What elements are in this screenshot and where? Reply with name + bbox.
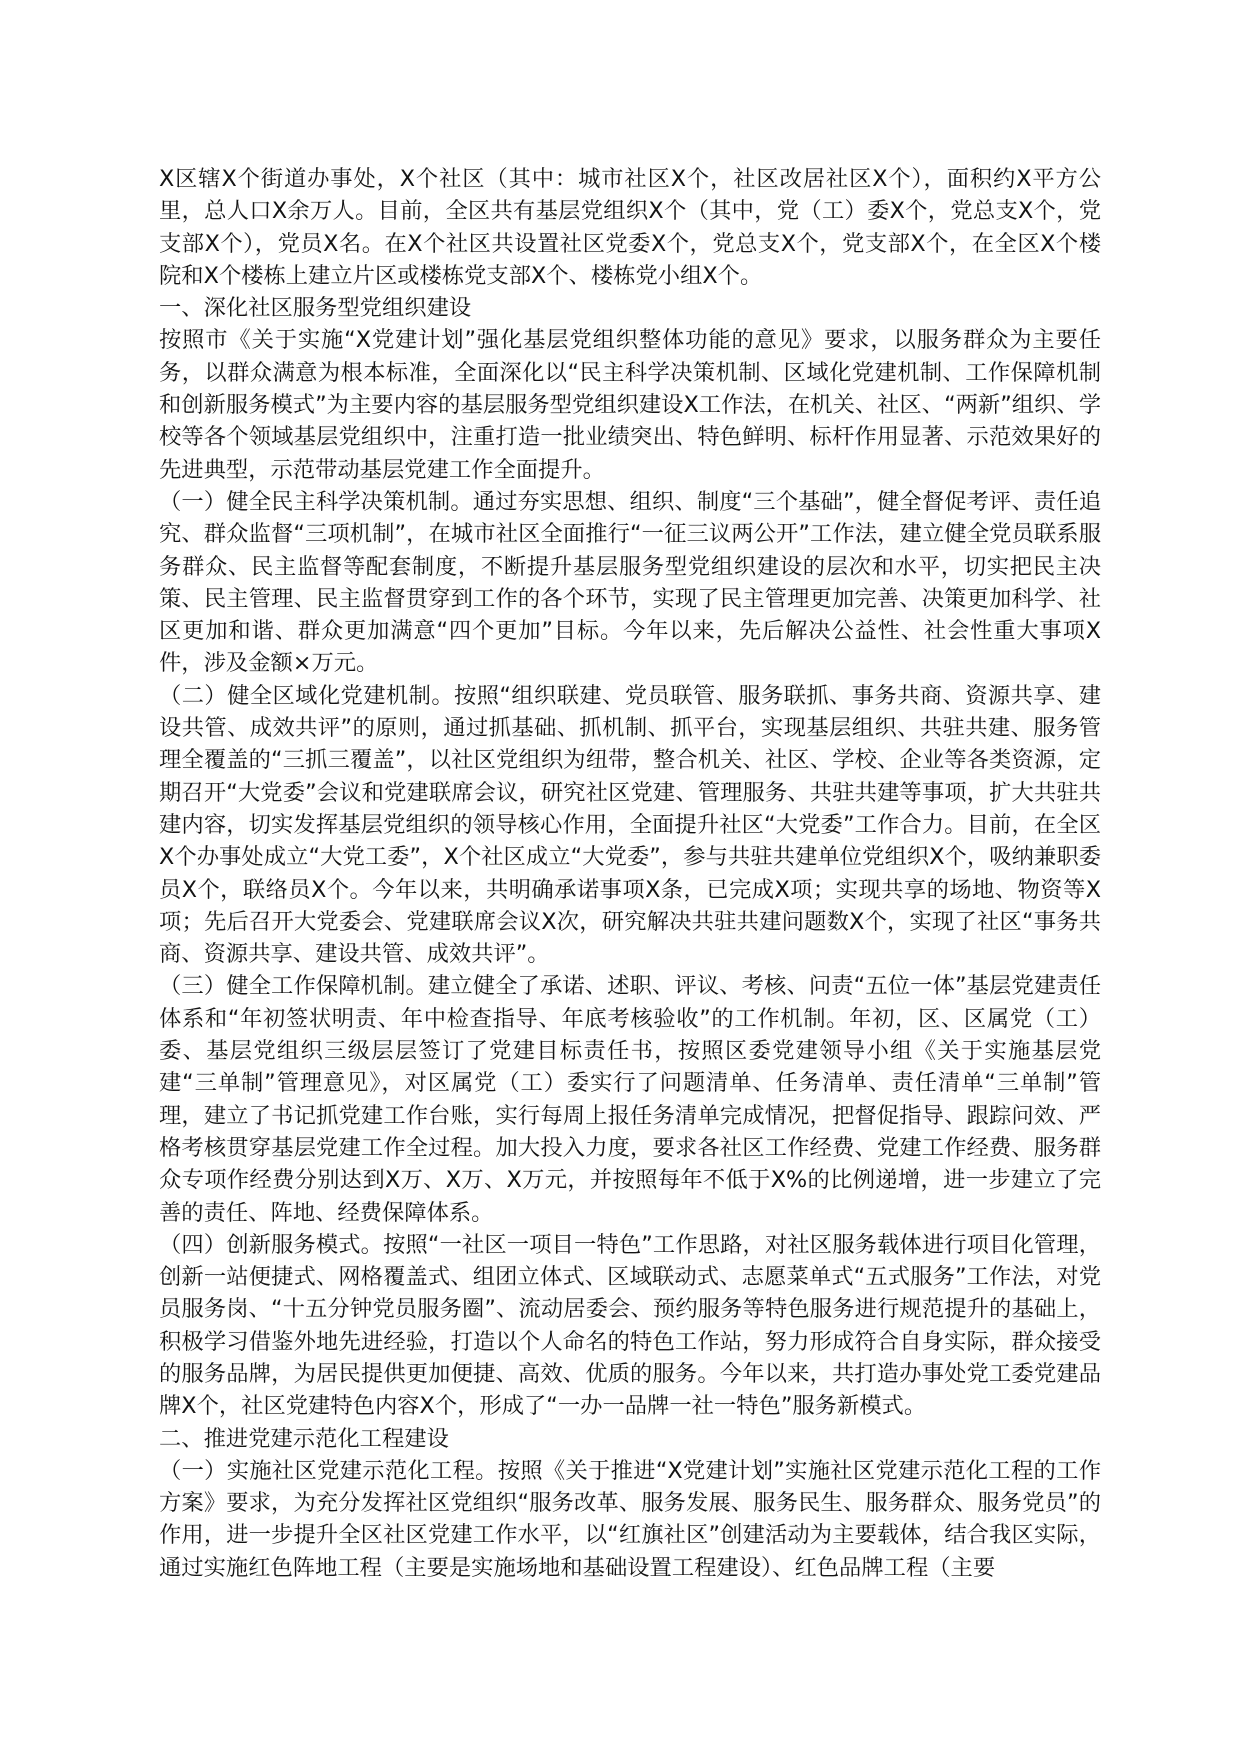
document-body — [159, 163, 1101, 1584]
paragraph-regional-mechanism: （二）健全区域化党建机制。按照“组织联建、党员联管、服务联抓、事务共商、资源共享、建设共管、成效共评”的原则，通过抓基础、抓机制、抓平台，实现基层组织、共驻共建、服务管理全覆盖的“三抓三覆盖”，以社区党组织为纽带，整合机关、社区、学校、企业等各类资源，定期召开“大党委”会议和党建联席会议，研究社区党建、管理服务、共驻共建等事项，扩大共驻共建内容，切实发挥基层党组织的领导核心作用，全面提升社区“大党委”工作合力。目前，在全区X个办事处成立“大党工委”，X个社区成立“大党委”，参与共驻共建单位党组织X个，吸纳兼职委员X个，联络员X个。今年以来，共明确承诺事项X条，已完成X项；实现共享的场地、物资等X项；先后召开大党委会、党建联席会议X次，研究解决共驻共建问题数X个，实现了社区“事务共商、资源共享、建设共管、成效共评”。 — [159, 682, 1101, 968]
paragraph-guarantee-mechanism: （三）健全工作保障机制。建立健全了承诺、述职、评议、考核、问责“五位一体”基层党建责任体系和“年初签状明责、年中检查指导、年底考核验收”的工作机制。年初，区、区属党（工）委、基层党组织三级层层签订了党建目标责任书，按照区委党建领导小组《关于实施基层党建“三单制”管理意见》，对区属党（工）委实行了问题清单、任务清单、责任清单“三单制”管理，建立了书记抓党建工作台账，实行每周上报任务清单完成情况，把督促指导、跟踪问效、严格考核贯穿基层党建工作全过程。加大投入力度，要求各社区工作经费、党建工作经费、服务群众专项作经费分别达到X万、X万、X万元，并按照每年不低于X%的比例递增，进一步建立了完善的责任、阵地、经费保障体系。 — [159, 973, 1101, 1226]
paragraph-decision-mechanism: （一）健全民主科学决策机制。通过夯实思想、组织、制度“三个基础”，健全督促考评、责任追究、群众监督“三项机制”，在城市社区全面推行“一征三议两公开”工作法，建立健全党员联系服务群众、民主监督等配套制度，不断提升基层服务型党组织建设的层次和水平，切实把民主决策、民主管理、民主监督贯穿到工作的各个环节，实现了民主管理更加完善、决策更加科学、社区更加和谐、群众更加满意“四个更加”目标。今年以来，先后解决公益性、社会性重大事项X件，涉及金额×万元。 — [159, 488, 1101, 677]
paragraph-demonstration-project: （一）实施社区党建示范化工程。按照《关于推进“X党建计划”实施社区党建示范化工程的工作方案》要求，为充分发挥社区党组织“服务改革、服务发展、服务民生、服务群众、服务党员”的作用，进一步提升全区社区党建工作水平，以“红旗社区”创建活动为主要载体，结合我区实际，通过实施红色阵地工程（主要是实施场地和基础设置工程建设）、红色品牌工程（主要 — [159, 1457, 1101, 1581]
paragraph-overview: X区辖X个街道办事处，X个社区（其中：城市社区X个，社区改居社区X个），面积约X平方公里，总人口X余万人。目前，全区共有基层党组织X个（其中，党（工）委X个，党总支X个，党支部X个），党员X名。在X个社区共设置社区党委X个，党总支X个，党支部X个，在全区X个楼院和X个楼栋上建立片区或楼栋党支部X个、楼栋党小组X个。 — [159, 166, 1101, 289]
section-heading-2: 二、推进党建示范化工程建设 — [159, 1425, 449, 1452]
paragraph-service-model: （四）创新服务模式。按照“一社区一项目一特色”工作思路，对社区服务载体进行项目化管理，创新一站便捷式、网格覆盖式、组团立体式、区域联动式、志愿菜单式“五式服务”工作法，对党员服务岗、“十五分钟党员服务圈”、流动居委会、预约服务等特色服务进行规范提升的基础上，积极学习借鉴外地先进经验，打造以个人命名的特色工作站，努力形成符合自身实际，群众接受的服务品牌，为居民提供更加便捷、高效、优质的服务。今年以来，共打造办事处党工委党建品牌X个，社区党建特色内容X个，形成了“一办一品牌一社一特色”服务新模式。 — [159, 1231, 1101, 1420]
paragraph-section-1-intro: 按照市《关于实施“X党建计划”强化基层党组织整体功能的意见》要求，以服务群众为主要任务，以群众满意为根本标准，全面深化以“民主科学决策机制、区域化党建机制、工作保障机制和创新服务模式”为主要内容的基层服务型党组织建设X工作法，在机关、社区、“两新”组织、学校等各个领域基层党组织中，注重打造一批业绩突出、特色鲜明、标杆作用显著、示范效果好的先进典型，示范带动基层党建工作全面提升。 — [159, 327, 1101, 483]
section-heading-1: 一、深化社区服务型党组织建设 — [159, 295, 472, 322]
